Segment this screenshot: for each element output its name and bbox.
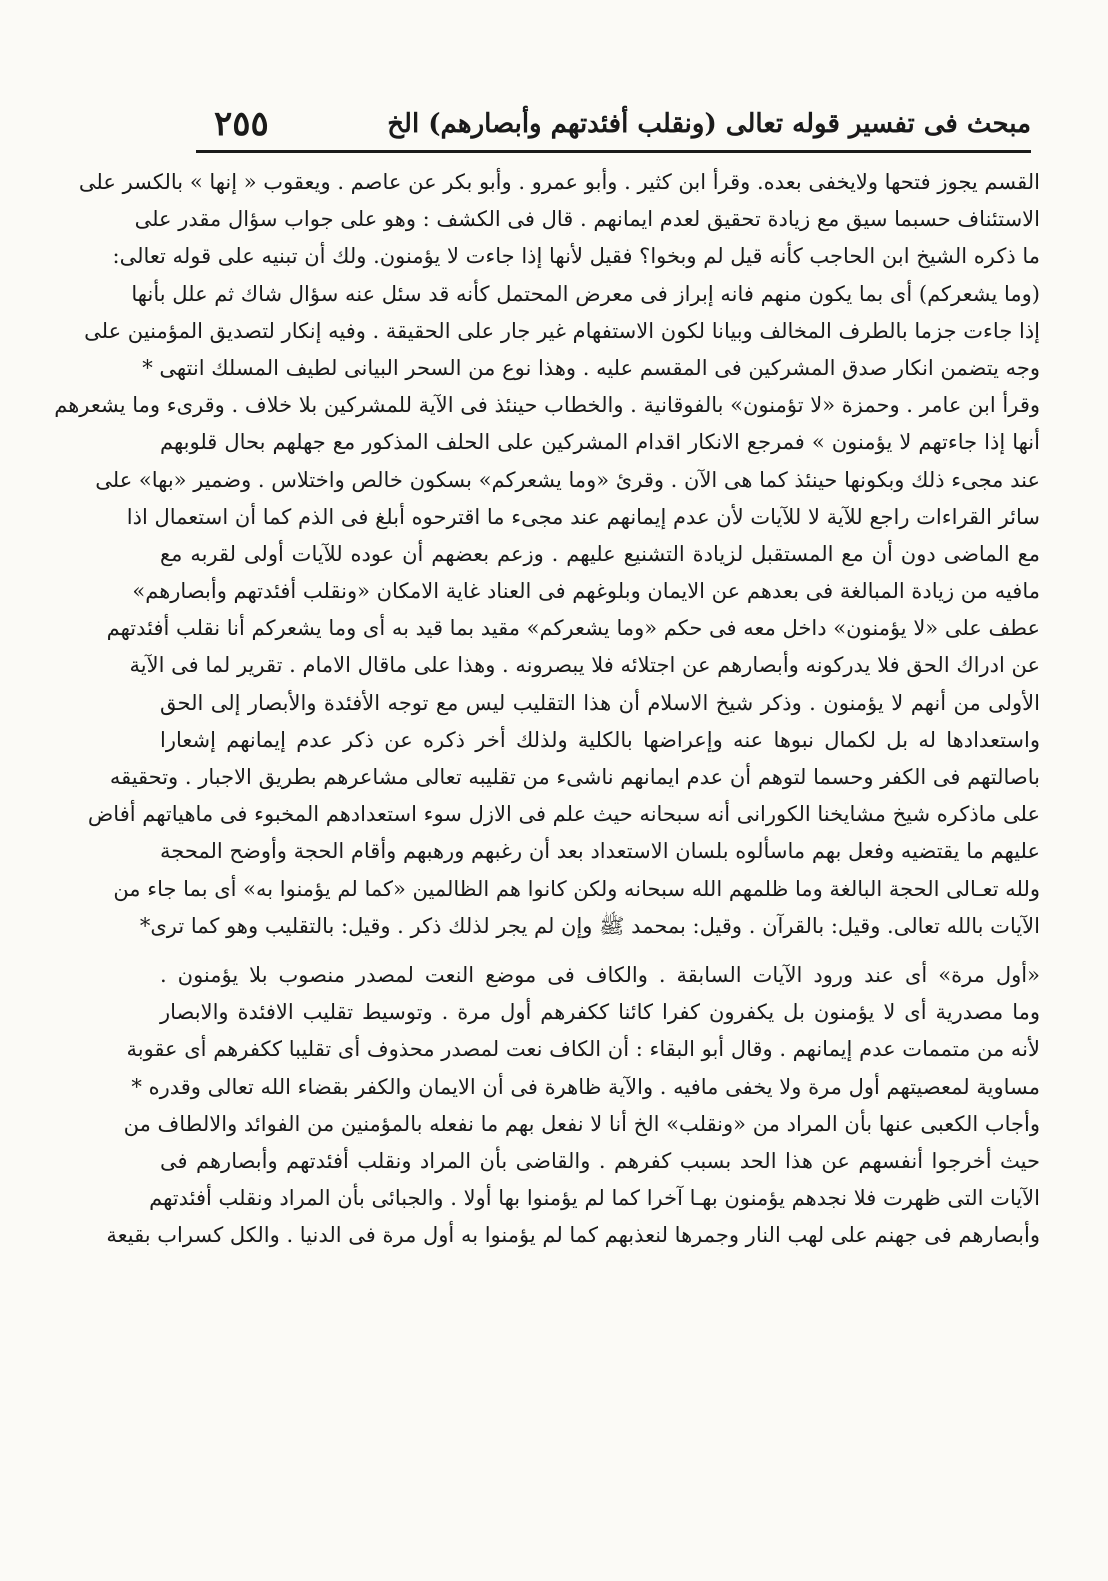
text-line: واستعدادها له بل لكمال نبوها عنه وإعراضها بالكلية ولذلك أخر ذكره عن ذكر عدم إيمانهم إشعارا — [160, 727, 1040, 752]
text-line: وأبصارهم فى جهنم على لهب النار وجمرها لنعذبهم كما لم يؤمنوا به أول مرة فى الدنيا . والكل كسراب بقيعة — [106, 1223, 1040, 1248]
text-line: مساوية لمعصيتهم أول مرة ولا يخفى مافيه . والآية ظاهرة فى أن الايمان والكفر بقضاء الله تعالى وقدره * — [131, 1074, 1040, 1099]
text-line: عليهم ما يقتضيه وفعل بهم ماسألوه بلسان الاستعداد بعد أن رغبهم ورهبهم وأقام الحجة وأوضح المحجة — [160, 839, 1040, 864]
text-line: على ماذكره شيخ مشايخنا الكورانى أنه سبحانه حيث علم فى الازل سوء استعدادهم المخبوء فى ماهياتهم أفاض — [87, 802, 1040, 827]
text-line: عند مجىء ذلك وبكونها حينئذ كما هى الآن . وقرئ «وما يشعركم» بسكون خالص واختلاس . وضمير «بها» على — [95, 467, 1040, 492]
text-line: (وما يشعركم) أى بما يكون منهم فانه إبراز فى معرض المحتمل كأنه قد سئل عنه سؤال شاك ثم علل بأنها — [131, 281, 1040, 306]
text-line: الآيات التى ظهرت فلا نجدهم يؤمنون بهـا آخرا كما لم يؤمنوا بها أولا . والجبائى بأن المراد ونقلب أفئدتهم — [149, 1186, 1040, 1211]
text-line: حيث أخرجوا أنفسهم عن هذا الحد بسبب كفرهم . والقاضى بأن المراد ونقلب أفئدتهم وأبصارهم فى — [160, 1148, 1040, 1173]
text-line: عطف على «لا يؤمنون» داخل معه فى حكم «وما يشعركم» مقيد بما قيد به أى وما يشعركم أنا نقلب أفئدتهم — [106, 616, 1040, 641]
paragraph-gap — [160, 945, 1040, 957]
text-line: ما ذكره الشيخ ابن الحاجب كأنه قيل لم وبخوا؟ فقيل لأنها إذا جاءت لا يؤمنون. ولك أن تبنيه على قوله تعالى: — [112, 244, 1040, 269]
text-line: وأجاب الكعبى عنها بأن المراد من «ونقلب» الخ أنا لا نفعل بهم ما نفعله بالمؤمنين من الفوائد والالطاف من — [123, 1111, 1040, 1136]
text-line: إذا جاءت جزما بالطرف المخالف وبيانا لكون الاستفهام غير جار على الحقيقة . وفيه إنكار لتصديق المؤمنين على — [84, 318, 1040, 343]
page-number: ٢٥٥ — [214, 104, 269, 144]
text-line: الآيات بالله تعالى. وقيل: بالقرآن . وقيل: بمحمد ﷺ وإن لم يجر لذلك ذكر . وقيل: بالتقليب وهو كما ترى* — [139, 913, 1040, 938]
body-text — [54, 164, 1040, 1254]
text-line: سائر القراءات راجع للآية لا للآيات لأن عدم إيمانهم عند مجىء ما اقترحوه أبلغ فى الذم كما أن استعمال اذا — [126, 504, 1040, 529]
running-title: مبحث فى تفسير قوله تعالى (ونقلب أفئدتهم وأبصارهم) الخ — [387, 109, 1031, 139]
text-line: ولله تعـالى الحجة البالغة وما ظلمهم الله سبحانه ولكن كانوا هم الظالمين «كما لم يؤمنوا به» أى بما جاء من — [113, 876, 1040, 901]
text-line: عن ادراك الحق فلا يدركونه وأبصارهم عن اجتلائه فلا يبصرونه . وهذا على ماقال الامام . تقرير لما فى الآية — [129, 653, 1040, 678]
text-line: الأولى من أنهم لا يؤمنون . وذكر شيخ الاسلام أن هذا التقليب ليس مع توجه الأفئدة والأبصار إلى الحق — [160, 690, 1040, 715]
page-header — [196, 102, 1031, 146]
text-line: «أول مرة» أى عند ورود الآيات السابقة . والكاف فى موضع النعت لمصدر منصوب بلا يؤمنون . — [160, 962, 1040, 987]
header-rule — [196, 150, 1031, 153]
text-line: وجه يتضمن انكار صدق المشركين فى المقسم عليه . وهذا نوع من السحر البيانى لطيف المسلك انتهى * — [142, 355, 1040, 380]
text-line: لأنه من متممات عدم إيمانهم . وقال أبو البقاء : أن الكاف نعت لمصدر محذوف أى تقليبا ككفرهم أى عقوبة — [126, 1037, 1040, 1062]
text-line: القسم يجوز فتحها ولايخفى بعده. وقرأ ابن كثير . وأبو عمرو . وأبو بكر عن عاصم . ويعقوب « إنها » بالكسر على — [78, 170, 1040, 194]
text-line: مافيه من زيادة المبالغة فى بعدهم عن الايمان وبلوغهم فى العناد غاية الامكان «ونقلب أفئدتهم وأبصارهم» — [132, 579, 1040, 604]
text-line: الاستئناف حسبما سيق مع زيادة تحقيق لعدم ايمانهم . قال فى الكشف : وهو على جواب سؤال مقدر على — [134, 207, 1040, 232]
text-line: وما مصدرية أى لا يؤمنون بل يكفرون كفرا كائنا ككفرهم أول مرة . وتوسيط تقليب الافئدة والابصار — [160, 1000, 1040, 1025]
text-line: أنها إذا جاءتهم لا يؤمنون » فمرجع الانكار اقدام المشركين على الحلف المذكور مع جهلهم بحال قلوبهم — [160, 430, 1040, 455]
text-line: وقرأ ابن عامر . وحمزة «لا تؤمنون» بالفوقانية . والخطاب حينئذ فى الآية للمشركين بلا خلاف . وقرىء وما يشعرهم — [54, 393, 1040, 418]
text-line: باصالتهم فى الكفر وحسما لتوهم أن عدم ايمانهم ناشىء من تقليبه تعالى مشاعرهم بطريق الاجبار . وتحقيقه — [109, 765, 1040, 789]
text-line: مع الماضى دون أن مع المستقبل لزيادة التشنيع عليهم . وزعم بعضهم أن عوده للآيات أولى لقربه مع — [160, 541, 1040, 566]
